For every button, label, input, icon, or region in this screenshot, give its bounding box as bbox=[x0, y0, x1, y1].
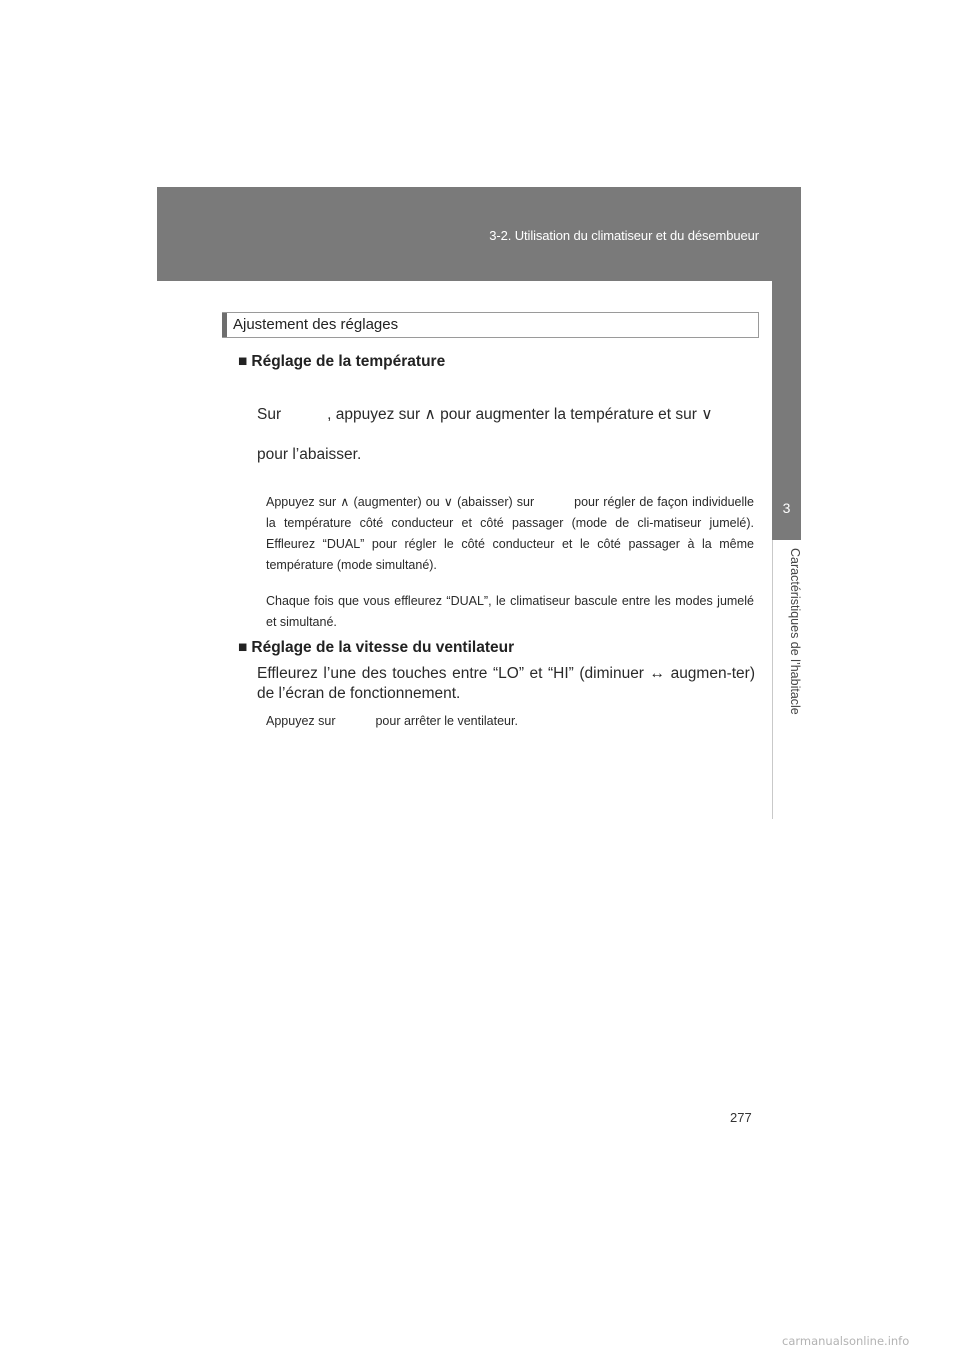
temperature-line1-start: Sur bbox=[257, 406, 282, 423]
temperature-note-1-a: Appuyez sur ∧ (augmenter) ou ∨ (abaisser) sur bbox=[266, 495, 535, 509]
chapter-header-band bbox=[157, 187, 801, 281]
fan-note bbox=[266, 711, 754, 732]
section-title-bar bbox=[222, 312, 759, 338]
chapter-label: Caractéristiques de l’habitacle bbox=[788, 548, 802, 715]
section-title: Ajustement des réglages bbox=[233, 316, 399, 333]
chapter-side-tab bbox=[772, 281, 801, 819]
chapter-header-title: 3-2. Utilisation du climatiseur et du désembueur bbox=[489, 228, 759, 243]
page-number: 277 bbox=[730, 1110, 752, 1125]
fan-heading bbox=[238, 639, 514, 657]
fan-heading-text: Réglage de la vitesse du ventilateur bbox=[251, 639, 515, 656]
fan-note-a: Appuyez sur bbox=[266, 714, 336, 728]
temperature-instruction-line1 bbox=[257, 405, 755, 425]
chapter-number: 3 bbox=[782, 500, 791, 516]
fan-instruction: Effleurez l’une des touches entre “LO” et “HI” (diminuer ↔ augmen-ter) de l’écran de fonctionnement. bbox=[257, 665, 755, 702]
temperature-note-1 bbox=[266, 492, 754, 576]
temperature-note-2: Chaque fois que vous effleurez “DUAL”, le climatiseur bascule entre les modes jumelé et simultané. bbox=[266, 594, 754, 629]
temperature-instruction-line2: pour l’abaisser. bbox=[257, 446, 362, 463]
section-title-marker bbox=[222, 313, 227, 337]
watermark: carmanualsonline.info bbox=[782, 1334, 910, 1348]
temperature-heading-text: Réglage de la température bbox=[251, 353, 446, 370]
square-bullet-icon: ■ bbox=[238, 353, 248, 370]
chapter-number-band bbox=[772, 281, 801, 540]
temperature-note-1-c: individuelle la température côté conducteur et côté passager (mode de cli-matiseur jumelé). Effleurez “DUAL” pour régler le côté conducteur et le côté passager à la même température (mode simultané). bbox=[266, 495, 754, 572]
temperature-heading bbox=[238, 353, 445, 371]
square-bullet-icon: ■ bbox=[238, 639, 248, 656]
temperature-note-1-b: pour régler de façon bbox=[574, 495, 688, 509]
chapter-label-area bbox=[772, 540, 802, 819]
fan-note-b: pour arrêter le ventilateur. bbox=[375, 714, 518, 728]
temperature-line1-end: , appuyez sur ∧ pour augmenter la température et sur ∨ bbox=[327, 406, 713, 423]
